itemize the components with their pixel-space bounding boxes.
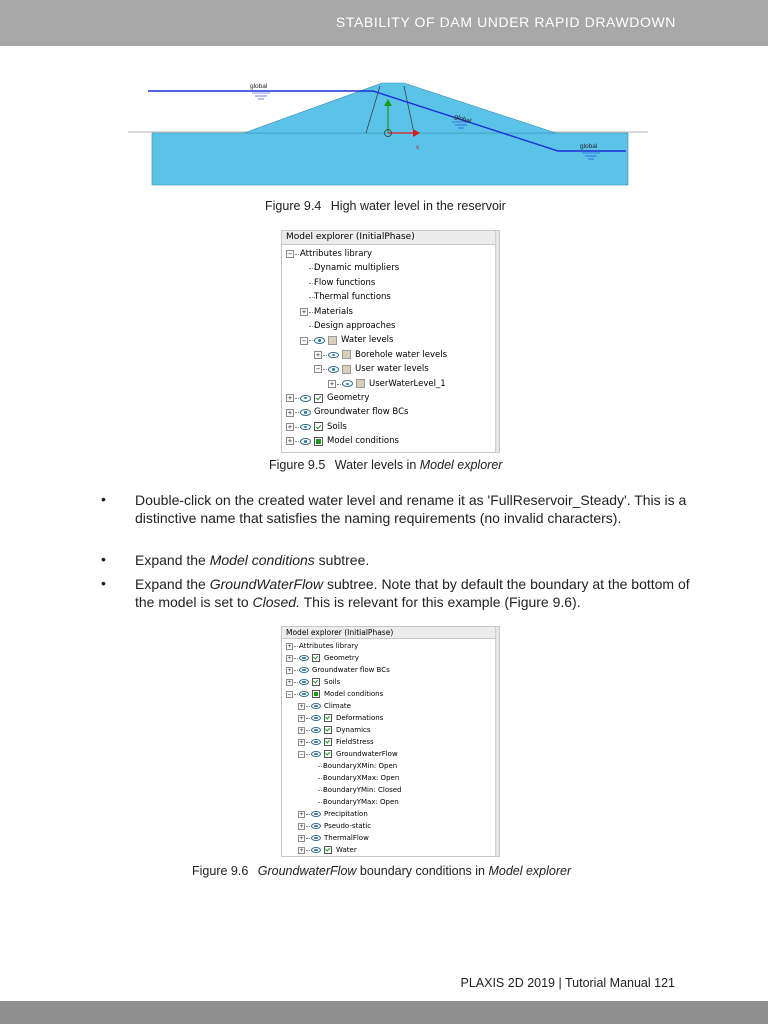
checkbox[interactable]	[312, 690, 320, 698]
bullet-text-3: Expand the GroundWaterFlow subtree. Note that by default the boundary at the bottom of the model is set to Closed. This is relevant for this example (Figure 9.6).	[135, 576, 690, 610]
visibility-eye-icon[interactable]	[300, 395, 311, 402]
visibility-eye-icon[interactable]	[311, 847, 321, 853]
visibility-eye-icon[interactable]	[328, 366, 339, 373]
collapse-icon[interactable]: −	[287, 690, 292, 698]
tree-label: Deformations	[336, 714, 384, 722]
page-footer-bar	[0, 1001, 768, 1024]
visibility-eye-icon[interactable]	[299, 655, 309, 661]
expand-icon[interactable]: +	[299, 726, 304, 734]
tree-label: ThermalFlow	[324, 834, 369, 842]
visibility-eye-icon[interactable]	[300, 409, 311, 416]
visibility-eye-icon[interactable]	[300, 438, 311, 445]
figure-9-6-caption	[192, 864, 571, 878]
visibility-eye-icon[interactable]	[311, 835, 321, 841]
tree-label: User water levels	[355, 364, 429, 375]
expand-icon[interactable]: +	[287, 437, 293, 446]
visibility-eye-icon[interactable]	[314, 337, 325, 344]
checkbox[interactable]	[312, 654, 320, 662]
x-axis-label: x	[416, 145, 419, 151]
tree-label: BoundaryXMin: Open	[323, 762, 398, 770]
tree-label: Geometry	[327, 393, 370, 403]
tree-label: BoundaryYMax: Open	[323, 798, 399, 806]
expand-icon[interactable]: +	[299, 714, 304, 722]
bullet-marker-1: •	[101, 491, 106, 507]
panel-title: Model explorer (InitialPhase)	[282, 627, 499, 639]
visibility-eye-icon[interactable]	[311, 727, 321, 733]
expand-icon[interactable]: +	[329, 379, 335, 388]
dam-cross-section-figure	[128, 72, 648, 190]
expand-icon[interactable]: +	[287, 394, 293, 403]
visibility-eye-icon[interactable]	[342, 380, 353, 387]
tree-label: Pseudo-static	[324, 822, 372, 830]
bullet-marker-3: •	[101, 575, 106, 591]
tree-label: FieldStress	[336, 738, 374, 746]
visibility-eye-icon[interactable]	[328, 352, 339, 359]
checkbox[interactable]	[314, 422, 323, 431]
bullet-text-2: Expand the Model conditions subtree.	[135, 552, 370, 568]
caption-emphasis-2: Model explorer	[488, 864, 572, 878]
caption-text: Water levels in	[334, 458, 420, 472]
panel-title: Model explorer (InitialPhase)	[282, 231, 499, 245]
water-symbol-left	[252, 93, 270, 99]
checkbox[interactable]	[342, 365, 351, 374]
caption-emphasis: Model explorer	[419, 458, 503, 472]
tree-label: BoundaryXMax: Open	[323, 774, 400, 782]
model-explorer-panel	[281, 230, 500, 453]
collapse-icon[interactable]: −	[287, 250, 293, 259]
caption-number: Figure 9.6	[192, 864, 249, 878]
checkbox[interactable]	[342, 350, 351, 359]
visibility-eye-icon[interactable]	[299, 667, 309, 673]
bullet-marker-2: •	[101, 551, 106, 567]
collapse-icon[interactable]: −	[299, 750, 304, 758]
checkbox[interactable]	[324, 846, 332, 854]
visibility-eye-icon[interactable]	[311, 739, 321, 745]
tree-label: UserWaterLevel_1	[369, 378, 446, 389]
expand-icon[interactable]: +	[299, 822, 304, 830]
page-footer-text: PLAXIS 2D 2019 | Tutorial Manual 121	[460, 976, 675, 990]
tree-label: Flow functions	[314, 277, 376, 288]
expand-icon[interactable]: +	[287, 408, 293, 417]
collapse-icon[interactable]: −	[301, 336, 307, 345]
checkbox[interactable]	[324, 738, 332, 746]
tree-label: Dynamics	[336, 726, 371, 734]
tree-label: Soils	[324, 678, 341, 686]
caption-emphasis: GroundwaterFlow	[257, 864, 357, 878]
tree-label: Water levels	[341, 335, 394, 346]
tree-label: Dynamic multipliers	[314, 263, 400, 274]
expand-icon[interactable]: +	[299, 738, 304, 746]
checkbox[interactable]	[312, 678, 320, 686]
page-header	[0, 0, 768, 46]
tree-label: Borehole water levels	[355, 349, 448, 360]
tree-label: Climate	[324, 702, 351, 710]
checkbox[interactable]	[328, 336, 337, 345]
visibility-eye-icon[interactable]	[311, 823, 321, 829]
visibility-eye-icon[interactable]	[299, 679, 309, 685]
expand-icon[interactable]: +	[299, 834, 304, 842]
checkbox[interactable]	[324, 714, 332, 722]
expand-icon[interactable]: +	[287, 642, 292, 650]
bullet-2-emphasis: Model conditions	[209, 552, 315, 568]
checkbox[interactable]	[356, 379, 365, 388]
tree-label: Model conditions	[327, 436, 399, 447]
tree-label: Groundwater flow BCs	[314, 407, 409, 418]
tree-label: Water	[336, 846, 357, 854]
expand-icon[interactable]: +	[301, 307, 307, 316]
panel-scrollbar[interactable]	[495, 627, 499, 856]
collapse-icon[interactable]: −	[315, 365, 321, 374]
expand-icon[interactable]: +	[299, 702, 304, 710]
tree-label: Geometry	[324, 654, 359, 662]
visibility-eye-icon[interactable]	[311, 715, 321, 721]
tree-label: Attributes library	[299, 642, 359, 650]
tree-label: Soils	[327, 421, 347, 432]
bullet-1-content: Double-click on the created water level and rename it as 'FullReservoir_Steady'. This is a distinctive name that satisfies the naming requirements (no invalid characters).	[135, 492, 687, 526]
expand-icon[interactable]: +	[287, 422, 293, 431]
caption-number: Figure 9.4	[265, 199, 322, 213]
expand-icon[interactable]: +	[315, 350, 321, 359]
tree-label: Materials	[314, 306, 353, 317]
visibility-eye-icon[interactable]	[299, 691, 309, 697]
expand-icon[interactable]: +	[299, 810, 304, 818]
tree-label: Precipitation	[324, 810, 368, 818]
foundation-layer	[152, 133, 628, 185]
expand-icon[interactable]: +	[287, 654, 292, 662]
checkbox[interactable]	[324, 750, 332, 758]
checkbox[interactable]	[314, 437, 323, 446]
checkbox[interactable]	[324, 726, 332, 734]
figure-9-4-caption	[265, 199, 506, 213]
tree-label: Groundwater flow BCs	[312, 666, 390, 674]
expand-icon[interactable]: +	[287, 678, 292, 686]
water-label-left: global	[250, 83, 268, 90]
bullet-3-emphasis: GroundWaterFlow	[209, 576, 324, 592]
water-label-slope: global	[453, 113, 473, 126]
visibility-eye-icon[interactable]	[311, 751, 321, 757]
model-explorer-panel-conditions	[281, 626, 500, 857]
caption-text: boundary conditions in	[356, 864, 489, 878]
expand-icon[interactable]: +	[299, 846, 304, 854]
figure-9-5-caption	[269, 458, 502, 472]
caption-number: Figure 9.5	[269, 458, 326, 472]
tree-label: Attributes library	[300, 249, 373, 259]
bullet-3-emphasis-2: Closed.	[252, 594, 300, 610]
panel-scrollbar[interactable]	[495, 231, 499, 452]
chapter-title: STABILITY OF DAM UNDER RAPID DRAWDOWN	[335, 14, 676, 30]
tree-label: BoundaryYMin: Closed	[323, 786, 402, 794]
visibility-eye-icon[interactable]	[311, 811, 321, 817]
tree-label: GroundwaterFlow	[336, 750, 398, 758]
bullet-text-1	[135, 491, 695, 527]
checkbox[interactable]	[314, 394, 323, 403]
visibility-eye-icon[interactable]	[300, 424, 311, 431]
tree-label: Model conditions	[324, 690, 384, 698]
caption-text: High water level in the reservoir	[330, 199, 506, 213]
water-label-right: global	[580, 143, 598, 150]
tree-label: Design approaches	[314, 321, 396, 331]
expand-icon[interactable]: +	[287, 666, 292, 674]
visibility-eye-icon[interactable]	[311, 703, 321, 709]
tree-label: Thermal functions	[314, 292, 391, 303]
